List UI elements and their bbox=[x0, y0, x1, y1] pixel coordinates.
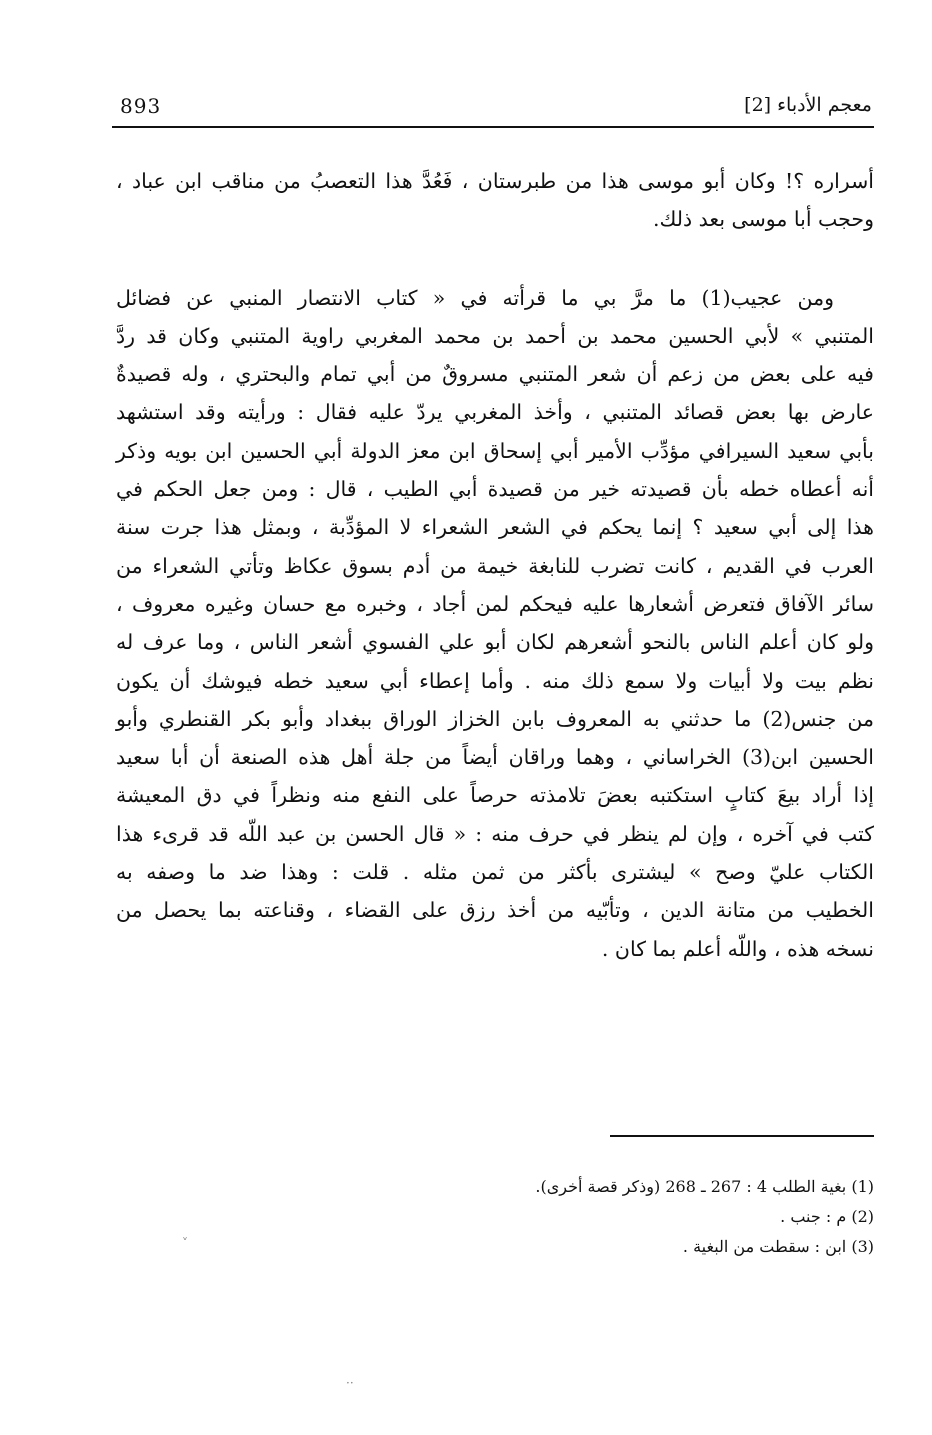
footnote-3: (3) ابن : سقطت من البغية . bbox=[682, 1237, 874, 1256]
main-text bbox=[116, 162, 874, 968]
text-line: الكتاب عليّ وصح » ليشترى بأكثر من ثمن مثله . قلت : وهذا ضد ما وصفه به bbox=[116, 860, 874, 885]
footnote-2: (2) م : جنب . bbox=[780, 1207, 874, 1226]
footnote-separator bbox=[610, 1135, 874, 1137]
paragraph bbox=[116, 279, 874, 968]
text-line: إذا أراد بيعَ كتابٍ استكتبه بعضَ تلامذته حرصاً على النفع منه ونظراً في دق المعيشة bbox=[116, 783, 874, 808]
scan-speck: ˅ bbox=[182, 1236, 188, 1250]
text-line: بأبي سعيد السيرافي مؤدِّب الأمير أبي إسحاق ابن معز الدولة أبي الحسين ابن بويه وذكر bbox=[116, 438, 874, 463]
page-header bbox=[112, 92, 874, 126]
paragraph-spacer bbox=[116, 239, 874, 279]
text-line: أنه أعطاه خطه بأن قصيدته خير من قصيدة أبي الطيب ، قال : ومن جعل الحكم في bbox=[116, 477, 874, 502]
text-line: الخطيب من متانة الدين ، وتأبّيه من أخذ رزق على القضاء ، وقناعته بما يحصل من bbox=[116, 898, 874, 923]
header-rule bbox=[112, 126, 874, 128]
text-line: عارض بها بعض قصائد المتنبي ، وأخذ المغربي يردّ عليه فقال : ورأيته وقد استشهد bbox=[116, 400, 874, 425]
text-line: المتنبي » لأبي الحسين محمد بن أحمد بن محمد المغربي راوية المتنبي وكان قد ردَّ bbox=[116, 323, 874, 348]
text-line: من جنس(2) ما حدثني به المعروف بابن الخزاز الوراق ببغداد وأبو بكر القنطري وأبو bbox=[116, 706, 874, 731]
text-line: سائر الآفاق فتعرض أشعارها عليه فيحكم لمن أجاد ، وخبره مع حسان وغيره معروف ، bbox=[116, 591, 874, 616]
text-line: نظم بيت ولا أبيات ولا سمع ذلك منه . وأما إعطاء أبي سعيد خطه فيوشك أن يكون bbox=[116, 668, 874, 693]
running-title: معجم الأدباء [2] bbox=[744, 94, 872, 116]
footnotes bbox=[535, 1172, 874, 1262]
text-line: هذا إلى أبي سعيد ؟ إنما يحكم في الشعر الشعراء لا المؤدِّبة ، وبمثل هذا جرت سنة bbox=[116, 515, 874, 540]
text-line: ومن عجيب(1) ما مرَّ بي ما قرأته في « كتاب الانتصار المنبي عن فضائل bbox=[116, 285, 835, 310]
text-line: العرب في القديم ، كانت تضرب للنابغة خيمة من أدم بسوق عكاظ وتأتي الشعراء من bbox=[116, 553, 874, 578]
footnote-1: (1) بغية الطلب 4 : 267 ـ 268 (وذكر قصة أخرى). bbox=[535, 1177, 874, 1196]
paragraph bbox=[116, 162, 874, 239]
text-line: كتب في آخره ، وإن لم ينظر في حرف منه : « قال الحسن بن عبد اللّه قد قرىء هذا bbox=[116, 821, 874, 846]
scan-speck: ·· bbox=[346, 1376, 354, 1390]
text-line: فيه على بعض من زعم أن شعر المتنبي مسروقٌ من أبي تمام والبحتري ، وله قصيدةٌ bbox=[116, 362, 874, 387]
text-line: نسخه هذه ، واللّه أعلم بما كان . bbox=[601, 936, 874, 961]
text-line: ولو كان أعلم الناس بالنحو أشعرهم لكان أبو علي الفسوي أشعر الناس ، وما عرف له bbox=[116, 630, 874, 655]
page-number: 893 bbox=[120, 94, 162, 118]
text-line: وحجب أبا موسى بعد ذلك. bbox=[652, 207, 874, 232]
text-line: الحسين ابن(3) الخراساني ، وهما وراقان أيضاً من جلة أهل هذه الصنعة أن أبا سعيد bbox=[116, 745, 875, 770]
text-line: أسراره ؟! وكان أبو موسى هذا من طبرستان ، فَعُدَّ هذا التعصبُ من مناقب ابن عباد ، bbox=[116, 169, 874, 193]
